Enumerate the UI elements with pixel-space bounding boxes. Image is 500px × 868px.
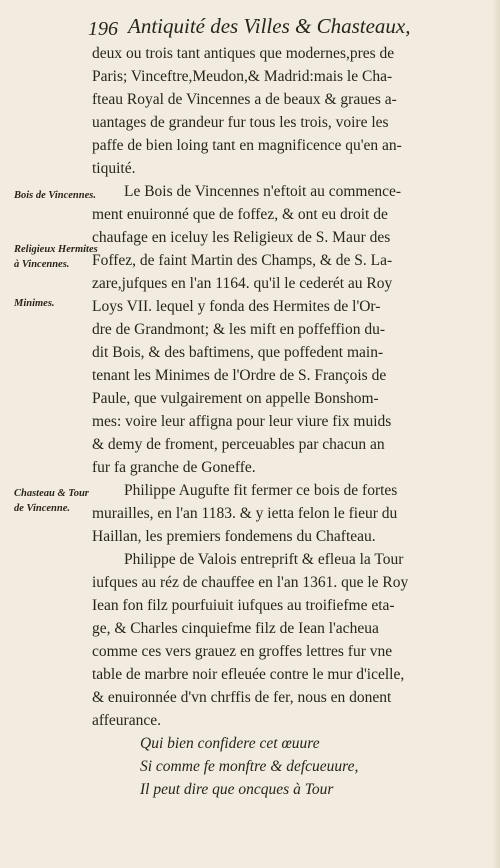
text-line: Paule, que vulgairement on appelle Bonshom- bbox=[92, 390, 379, 407]
page-edge-shadow bbox=[492, 0, 500, 868]
text-line: & demy de froment, perceuables par chacun an bbox=[92, 436, 385, 453]
verse-line: Il peut dire que oncques à Tour bbox=[140, 781, 334, 798]
text-line: Philippe de Valois entreprift & efleua la Tour bbox=[124, 551, 404, 568]
text-line: Le Bois de Vincennes n'eftoit au commence- bbox=[124, 183, 402, 200]
text-line: chaufage en iceluy les Religieux de S. Maur des bbox=[92, 229, 391, 246]
text-line: & enuironnée d'vn chrffis de fer, nous en donent bbox=[92, 689, 392, 706]
text-line: fur fa granche de Goneffe. bbox=[92, 459, 256, 476]
text-line: uantages de grandeur fur tous les trois, voire les bbox=[92, 114, 389, 131]
text-line: tiquité. bbox=[92, 160, 136, 177]
text-line: murailles, en l'an 1183. & y ietta felon le fieur du bbox=[92, 505, 398, 522]
text-line: dit Bois, & des baftimens, que poffedent main- bbox=[92, 344, 384, 361]
text-line: deux ou trois tant antiques que modernes,pres de bbox=[92, 45, 395, 62]
text-line: Loys VII. lequel y fonda des Hermites de l'Or- bbox=[92, 298, 381, 315]
text-line: tenant les Minimes de l'Ordre de S. François de bbox=[92, 367, 387, 384]
margin-note-minimes: Minimes. bbox=[14, 298, 55, 309]
verse-line: Si comme fe monftre & defcueuure, bbox=[140, 758, 359, 775]
text-line: zare,jufques en l'an 1164. qu'il le cederét au Roy bbox=[92, 275, 393, 292]
text-line: ment enuironné que de foffez, & ont eu droit de bbox=[92, 206, 388, 223]
verse-line: Qui bien confidere cet œuure bbox=[140, 735, 320, 752]
text-line: paffe de bien loing tant en magnificence qu'en an- bbox=[92, 137, 402, 154]
running-title: Antiquité des Villes & Chasteaux, bbox=[128, 14, 411, 38]
text-line: dre de Grandmont; & les mift en poffeffion du- bbox=[92, 321, 385, 338]
text-line: Foffez, de faint Martin des Champs, & de S. La- bbox=[92, 252, 393, 269]
text-line: ge, & Charles cinquiefme filz de Iean l'acheua bbox=[92, 620, 379, 637]
text-line: Iean fon filz pourfuiuit iufques au troifiefme eta- bbox=[92, 597, 395, 614]
margin-note-bois: Bois de Vincennes. bbox=[14, 190, 96, 201]
text-line: Paris; Vinceftre,Meudon,& Madrid:mais le Cha- bbox=[92, 68, 393, 85]
text-line: affeurance. bbox=[92, 712, 161, 729]
text-line: iufques au réz de chauffee en l'an 1361. que le Roy bbox=[92, 574, 409, 591]
text-line: comme ces vers grauez en groffes lettres fur vne bbox=[92, 643, 393, 660]
body-text bbox=[92, 42, 482, 801]
margin-note-chasteau: Chasteau & Tour de Vincenne. bbox=[14, 488, 89, 514]
text-line: Philippe Augufte fit fermer ce bois de fortes bbox=[124, 482, 398, 499]
text-line: table de marbre noir efleuée contre le mur d'icelle, bbox=[92, 666, 405, 683]
text-line: mes: voire leur affigna pour leur viure fix muids bbox=[92, 413, 392, 430]
page-number: 196 bbox=[88, 18, 118, 40]
margin-note-religieux: Religieux Hermites à Vincennes. bbox=[14, 244, 98, 270]
text-line: fteau Royal de Vincennes a de beaux & graues a- bbox=[92, 91, 397, 108]
running-head bbox=[88, 10, 488, 42]
text-line: Haillan, les premiers fondemens du Chafteau. bbox=[92, 528, 376, 545]
